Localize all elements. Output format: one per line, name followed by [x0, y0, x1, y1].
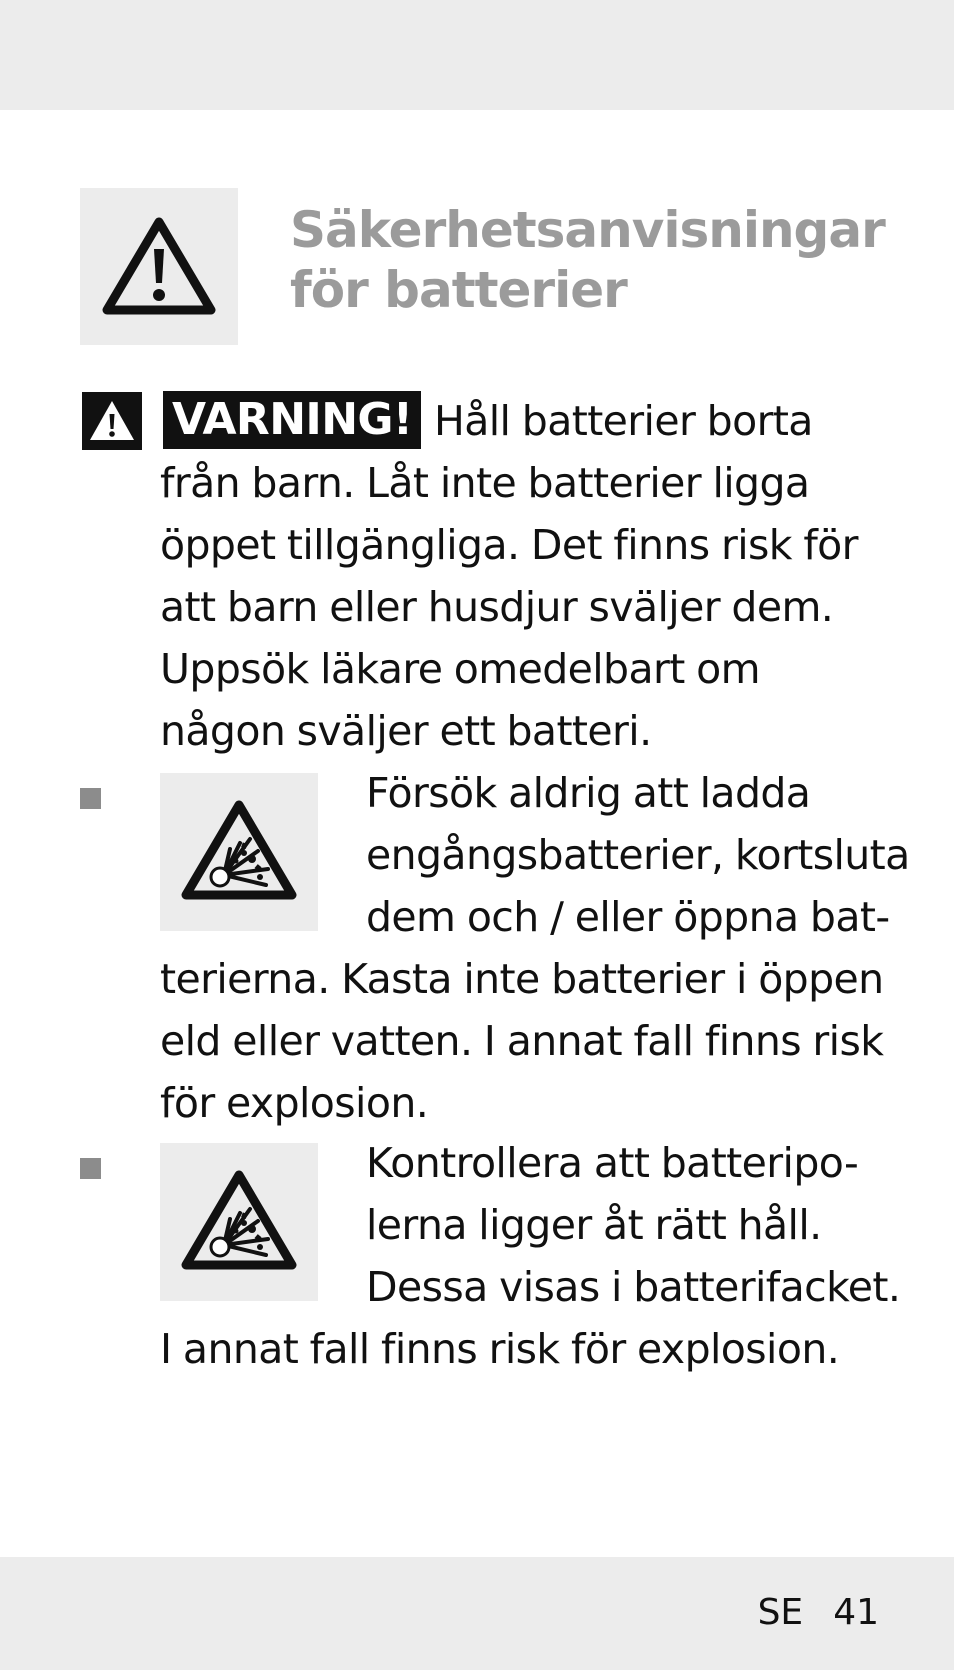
text-line: Kontrollera att batteripo-	[366, 1139, 859, 1187]
top-margin-band	[0, 0, 954, 110]
text-line: I annat fall finns risk för explosion.	[160, 1325, 840, 1373]
warning-triangle-icon	[101, 216, 217, 316]
text-line: Håll batterier borta	[434, 397, 813, 445]
text-line: lerna ligger åt rätt håll.	[366, 1201, 822, 1249]
item-text-side	[366, 762, 910, 948]
bullet-marker	[80, 1158, 101, 1179]
text-line: Försök aldrig att ladda	[366, 769, 811, 817]
explosion-hazard-icon	[180, 1169, 298, 1273]
text-line: engångsbatterier, kortsluta	[366, 831, 910, 879]
page-number: 41	[833, 1592, 879, 1633]
item-text-rest	[160, 948, 900, 1134]
item-text-side	[366, 1132, 900, 1318]
warning-label: VARNING!	[163, 391, 421, 449]
text-line: terierna. Kasta inte batterier i öppen	[160, 955, 884, 1003]
warning-text	[160, 390, 900, 762]
language-code: SE	[757, 1592, 804, 1633]
text-line: dem och / eller öppna bat-	[366, 893, 890, 941]
page-title	[290, 200, 930, 320]
item-text-rest	[160, 1318, 900, 1380]
text-line: eld eller vatten. I annat fall finns risk	[160, 1017, 884, 1065]
page-title-line: Säkerhetsanvisningar	[290, 201, 885, 259]
explosion-icon-box	[160, 1143, 318, 1301]
explosion-hazard-icon	[180, 799, 298, 903]
text-line: från barn. Låt inte batterier ligga	[160, 459, 810, 507]
text-line: öppet tillgängliga. Det finns risk för	[160, 521, 858, 569]
bullet-marker	[80, 788, 101, 809]
text-line: att barn eller husdjur sväljer dem.	[160, 583, 834, 631]
title-icon-box	[80, 188, 238, 345]
text-line: för explosion.	[160, 1079, 429, 1127]
warning-small-icon	[82, 392, 142, 450]
explosion-icon-box	[160, 773, 318, 931]
text-line: Uppsök läkare omedelbart om	[160, 645, 760, 693]
page-title-line: för batterier	[290, 261, 627, 319]
text-line: någon sväljer ett batteri.	[160, 707, 652, 755]
text-line: Dessa visas i batterifacket.	[366, 1263, 901, 1311]
page-footer	[758, 1588, 879, 1638]
